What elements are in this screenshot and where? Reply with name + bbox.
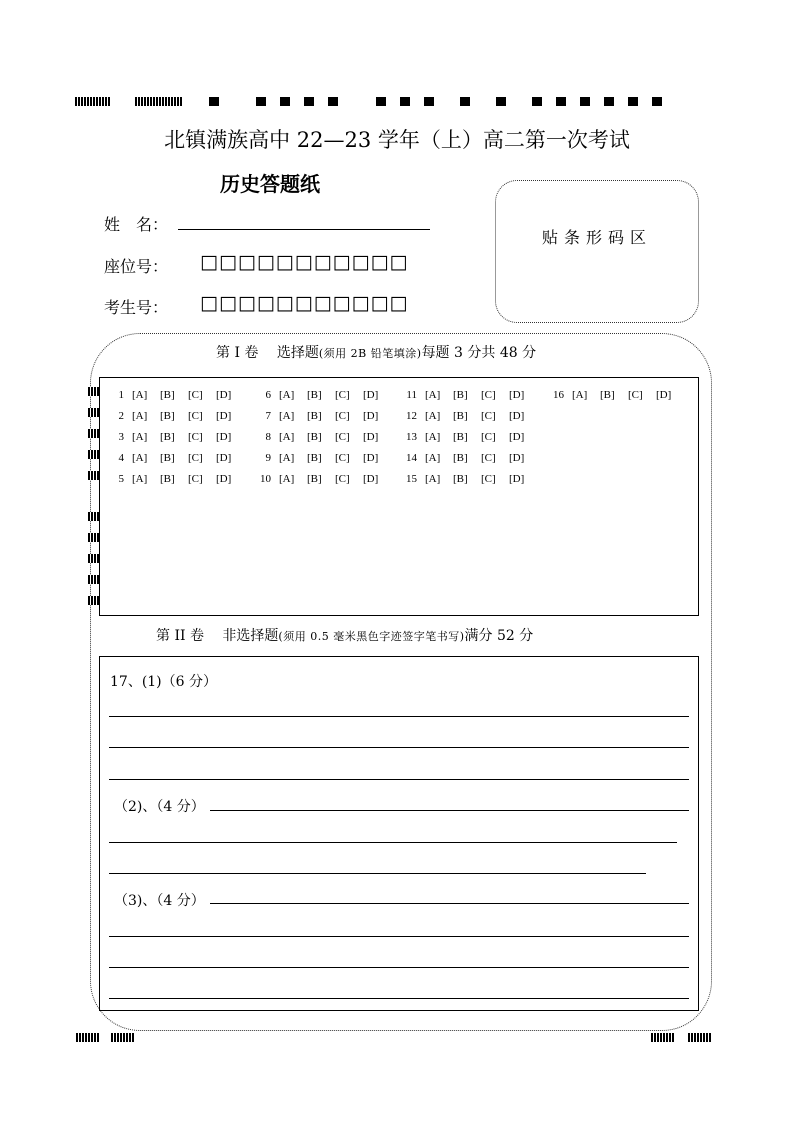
exam-number-boxes[interactable]: □□□□□□□□□□□ xyxy=(200,292,409,314)
mc-option-bubble[interactable]: [B] xyxy=(307,431,322,443)
mc-option-bubble[interactable]: [D] xyxy=(216,431,232,443)
mc-option-bubble[interactable]: [C] xyxy=(335,452,350,464)
mc-option-bubble[interactable]: [A] xyxy=(132,410,148,422)
answer-line[interactable] xyxy=(109,779,689,780)
mc-option-bubble[interactable]: [A] xyxy=(132,431,148,443)
mc-question-number: 13 xyxy=(406,431,417,443)
mc-option-bubble[interactable]: [D] xyxy=(509,452,525,464)
mc-question-row xyxy=(393,406,537,427)
mc-option-bubble[interactable]: [B] xyxy=(453,452,468,464)
mc-option-bubble[interactable]: [D] xyxy=(509,389,525,401)
mc-question-number: 14 xyxy=(406,452,417,464)
mc-option-bubble[interactable]: [D] xyxy=(363,452,379,464)
mc-option-bubble[interactable]: [D] xyxy=(509,410,525,422)
section1-title: 第 I 卷 选择题 xyxy=(216,345,319,361)
mc-option-bubble[interactable]: [A] xyxy=(279,410,295,422)
mc-option-bubble[interactable]: [B] xyxy=(160,452,175,464)
registration-mark xyxy=(376,97,386,106)
mc-option-bubble[interactable]: [B] xyxy=(307,389,322,401)
name-label: 姓 名： xyxy=(104,215,169,234)
answer-line[interactable] xyxy=(109,936,689,937)
mc-question-number: 11 xyxy=(406,389,417,401)
answer-line[interactable] xyxy=(109,747,689,748)
mc-option-bubble[interactable]: [D] xyxy=(509,473,525,485)
registration-mark xyxy=(75,97,111,106)
registration-mark xyxy=(88,408,99,417)
mc-option-bubble[interactable]: [C] xyxy=(481,473,496,485)
mc-option-bubble[interactable]: [B] xyxy=(160,410,175,422)
mc-question-row xyxy=(540,385,684,406)
question-17-3-label: （3)、（4 分） xyxy=(114,893,205,909)
registration-mark xyxy=(135,97,183,106)
mc-option-bubble[interactable]: [D] xyxy=(216,452,232,464)
mc-question-row xyxy=(247,406,391,427)
registration-mark xyxy=(88,575,99,584)
section1-note: (须用 2B 铅笔填涂) xyxy=(318,347,422,360)
registration-mark xyxy=(556,97,566,106)
mc-question-number: 3 xyxy=(118,431,124,443)
registration-mark xyxy=(604,97,614,106)
mc-question-row xyxy=(247,448,391,469)
multiple-choice-area xyxy=(99,377,699,616)
registration-mark xyxy=(256,97,266,106)
mc-option-bubble[interactable]: [B] xyxy=(160,389,175,401)
section2-score: 满分 52 分 xyxy=(464,628,534,644)
mc-question-number: 7 xyxy=(265,410,271,422)
mc-option-bubble[interactable]: [D] xyxy=(216,389,232,401)
seat-number-label: 座位号： xyxy=(104,257,169,276)
registration-mark xyxy=(280,97,290,106)
registration-mark xyxy=(424,97,434,106)
mc-column xyxy=(100,385,244,490)
mc-option-bubble[interactable]: [B] xyxy=(307,473,322,485)
mc-option-bubble[interactable]: [D] xyxy=(216,473,232,485)
mc-question-number: 6 xyxy=(265,389,271,401)
registration-mark xyxy=(304,97,314,106)
mc-question-row xyxy=(247,469,391,490)
answer-line[interactable] xyxy=(109,998,689,999)
registration-mark xyxy=(88,450,99,459)
registration-mark xyxy=(88,596,99,605)
mc-option-bubble[interactable]: [B] xyxy=(453,473,468,485)
barcode-area xyxy=(495,180,699,323)
mc-option-bubble[interactable]: [D] xyxy=(216,410,232,422)
question-17-2-label: （2)、（4 分） xyxy=(114,799,205,815)
registration-mark xyxy=(628,97,638,106)
registration-mark xyxy=(688,1033,712,1042)
mc-question-row xyxy=(393,427,537,448)
registration-mark xyxy=(209,97,219,106)
registration-mark xyxy=(651,1033,675,1042)
barcode-label: 贴条形码区 xyxy=(541,228,652,247)
answer-line[interactable] xyxy=(109,967,689,968)
registration-mark xyxy=(88,554,99,563)
mc-option-bubble[interactable]: [B] xyxy=(453,389,468,401)
mc-question-number: 16 xyxy=(553,389,564,401)
mc-question-row xyxy=(393,469,537,490)
section2-heading xyxy=(156,625,533,645)
mc-option-bubble[interactable]: [C] xyxy=(188,431,203,443)
mc-option-bubble[interactable]: [C] xyxy=(335,473,350,485)
mc-option-bubble[interactable]: [A] xyxy=(132,389,148,401)
mc-option-bubble[interactable]: [D] xyxy=(656,389,672,401)
section1-heading xyxy=(216,342,536,362)
mc-option-bubble[interactable]: [A] xyxy=(572,389,588,401)
registration-mark xyxy=(88,512,99,521)
mc-option-bubble[interactable]: [C] xyxy=(335,431,350,443)
section2-title: 第 II 卷 非选择题 xyxy=(156,628,279,644)
registration-mark xyxy=(88,471,99,480)
registration-mark xyxy=(460,97,470,106)
registration-mark xyxy=(580,97,590,106)
mc-option-bubble[interactable]: [B] xyxy=(453,410,468,422)
mc-option-bubble[interactable]: [B] xyxy=(307,452,322,464)
mc-option-bubble[interactable]: [A] xyxy=(279,431,295,443)
registration-mark xyxy=(532,97,542,106)
mc-question-row xyxy=(100,385,244,406)
written-answer-area xyxy=(99,656,699,1011)
seat-number-boxes[interactable]: □□□□□□□□□□□ xyxy=(200,251,409,273)
mc-option-bubble[interactable]: [A] xyxy=(425,431,441,443)
mc-option-bubble[interactable]: [C] xyxy=(481,452,496,464)
mc-option-bubble[interactable]: [C] xyxy=(481,431,496,443)
mc-question-row xyxy=(247,385,391,406)
mc-option-bubble[interactable]: [C] xyxy=(188,389,203,401)
mc-option-bubble[interactable]: [A] xyxy=(132,473,148,485)
mc-question-row xyxy=(393,448,537,469)
mc-question-row xyxy=(100,469,244,490)
mc-option-bubble[interactable]: [C] xyxy=(188,410,203,422)
mc-column xyxy=(393,385,537,490)
mc-option-bubble[interactable]: [C] xyxy=(481,389,496,401)
mc-column xyxy=(247,385,391,490)
mc-option-bubble[interactable]: [D] xyxy=(363,389,379,401)
registration-mark xyxy=(88,387,99,396)
registration-mark xyxy=(400,97,410,106)
mc-option-bubble[interactable]: [B] xyxy=(307,410,322,422)
mc-option-bubble[interactable]: [B] xyxy=(160,431,175,443)
question-17-1-label: 17、(1)（6 分） xyxy=(110,674,218,690)
registration-mark xyxy=(88,429,99,438)
mc-question-row xyxy=(100,448,244,469)
registration-mark xyxy=(76,1033,100,1042)
mc-option-bubble[interactable]: [C] xyxy=(335,410,350,422)
registration-mark xyxy=(652,97,662,106)
mc-option-bubble[interactable]: [C] xyxy=(188,473,203,485)
registration-mark xyxy=(496,97,506,106)
mc-option-bubble[interactable]: [D] xyxy=(363,431,379,443)
mc-question-number: 8 xyxy=(265,431,271,443)
answer-line[interactable] xyxy=(109,716,689,717)
mc-option-bubble[interactable]: [B] xyxy=(453,431,468,443)
exam-number-label: 考生号： xyxy=(104,298,169,317)
answer-line[interactable] xyxy=(210,810,689,811)
name-field[interactable] xyxy=(178,229,430,230)
mc-question-number: 15 xyxy=(406,473,417,485)
mc-question-number: 5 xyxy=(118,473,124,485)
mc-option-bubble[interactable]: [A] xyxy=(425,473,441,485)
mc-option-bubble[interactable]: [A] xyxy=(425,452,441,464)
mc-option-bubble[interactable]: [C] xyxy=(481,410,496,422)
section2-note: (须用 0.5 毫米黑色字迹签字笔书写) xyxy=(278,630,465,643)
registration-mark xyxy=(328,97,338,106)
mc-option-bubble[interactable]: [C] xyxy=(335,389,350,401)
registration-mark xyxy=(111,1033,135,1042)
mc-question-row xyxy=(100,427,244,448)
mc-option-bubble[interactable]: [A] xyxy=(425,389,441,401)
answer-line[interactable] xyxy=(109,842,677,843)
mc-option-bubble[interactable]: [A] xyxy=(132,452,148,464)
mc-option-bubble[interactable]: [D] xyxy=(363,473,379,485)
mc-question-row xyxy=(247,427,391,448)
mc-option-bubble[interactable]: [C] xyxy=(188,452,203,464)
mc-question-number: 2 xyxy=(118,410,124,422)
mc-question-row xyxy=(393,385,537,406)
mc-question-number: 10 xyxy=(260,473,271,485)
mc-question-number: 9 xyxy=(265,452,271,464)
exam-title: 北镇满族高中 22—23 学年（上）高二第一次考试 xyxy=(164,128,630,152)
mc-option-bubble[interactable]: [D] xyxy=(363,410,379,422)
mc-option-bubble[interactable]: [A] xyxy=(279,389,295,401)
mc-option-bubble[interactable]: [B] xyxy=(160,473,175,485)
mc-column xyxy=(540,385,684,406)
mc-option-bubble[interactable]: [A] xyxy=(425,410,441,422)
mc-question-number: 12 xyxy=(406,410,417,422)
answer-sheet-subtitle: 历史答题纸 xyxy=(220,172,320,196)
mc-option-bubble[interactable]: [A] xyxy=(279,452,295,464)
mc-question-row xyxy=(100,406,244,427)
mc-option-bubble[interactable]: [D] xyxy=(509,431,525,443)
answer-line[interactable] xyxy=(109,873,646,874)
mc-option-bubble[interactable]: [A] xyxy=(279,473,295,485)
mc-question-number: 4 xyxy=(118,452,124,464)
mc-option-bubble[interactable]: [B] xyxy=(600,389,615,401)
section1-score: 每题 3 分共 48 分 xyxy=(421,345,537,361)
registration-mark xyxy=(88,533,99,542)
mc-option-bubble[interactable]: [C] xyxy=(628,389,643,401)
answer-line[interactable] xyxy=(210,903,689,904)
mc-question-number: 1 xyxy=(118,389,124,401)
